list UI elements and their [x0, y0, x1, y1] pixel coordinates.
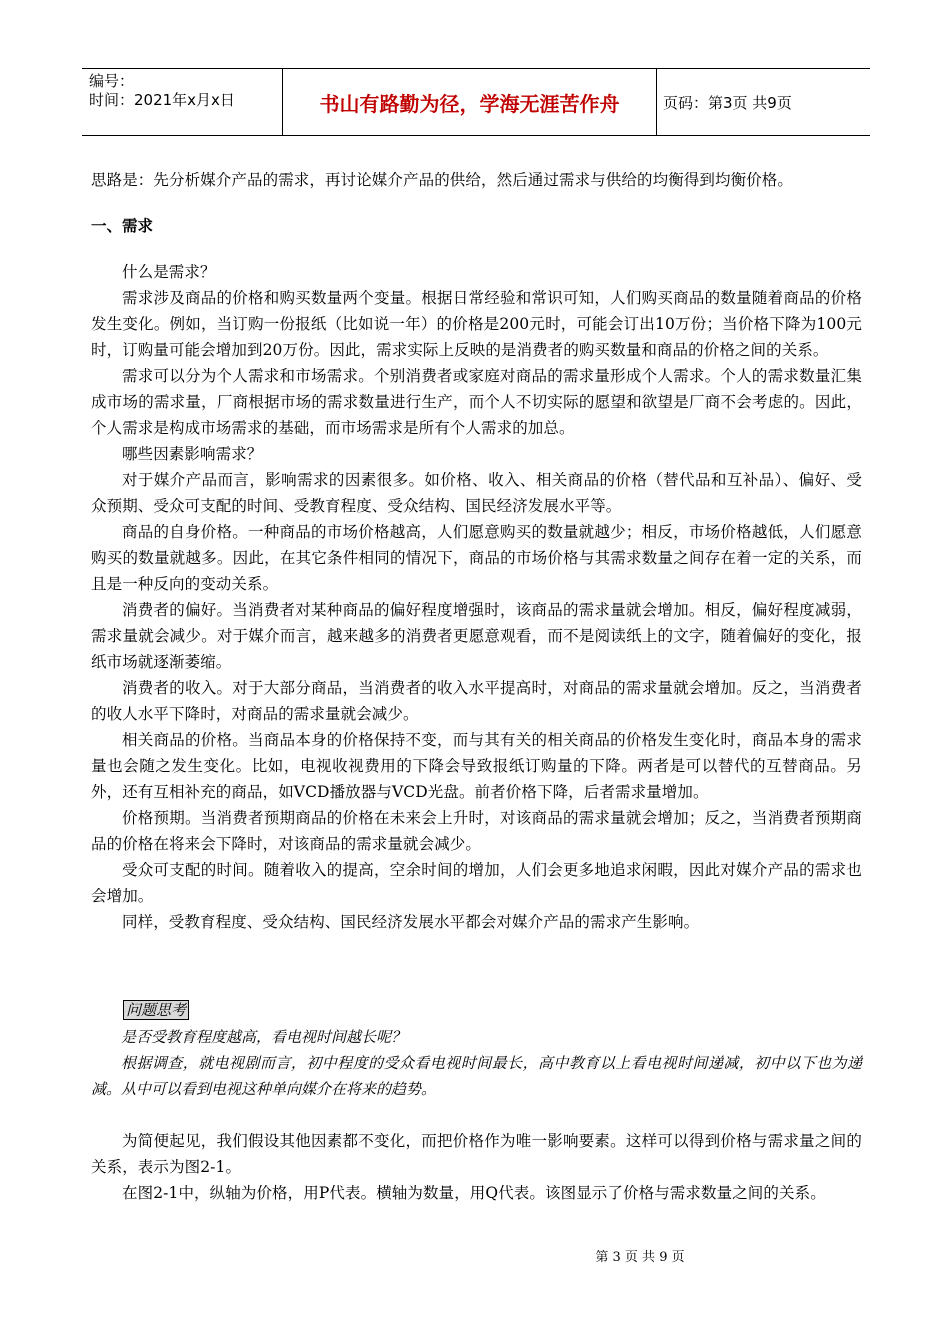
page-footer: 第 3 页 共 9 页 — [595, 1250, 685, 1265]
intro-block — [91, 167, 862, 193]
body-paragraph: 需求可以分为个人需求和市场需求。个别消费者或家庭对商品的需求量形成个人需求。个人的需求数量汇集成市场的需求量，厂商根据市场的需求数量进行生产，而个人不切实际的愿望和欲望是厂商不会考虑的。因此，个人需求是构成市场需求的基础，而市场需求是所有个人需求的加总。 — [91, 367, 862, 437]
body-paragraph: 相关商品的价格。当商品本身的价格保持不变，而与其有关的相关商品的价格发生变化时，商品本身的需求量也会随之发生变化。比如，电视收视费用的下降会导致报纸订购量的下降。两者是可以替代的互替商品。另外，还有互相补充的商品，如VCD播放器与VCD光盘。前者价格下降，后者需求量增加。 — [91, 731, 862, 801]
header-meta — [82, 69, 283, 135]
tail-body — [91, 1128, 862, 1206]
body-paragraph: 消费者的偏好。当消费者对某种商品的偏好程度增强时，该商品的需求量就会增加。相反，偏好程度减弱，需求量就会减少。对于媒介而言，越来越多的消费者更愿意观看，而不是阅读纸上的文字，随着偏好的变化，报纸市场就逐渐萎缩。 — [91, 601, 862, 671]
body-paragraph: 消费者的收入。对于大部分商品，当消费者的收入水平提高时，对商品的需求量就会增加。反之，当消费者的收人水平下降时，对商品的需求量就会减少。 — [91, 679, 862, 723]
body-paragraph: 受众可支配的时间。随着收入的提高，空余时间的增加，人们会更多地追求闲暇，因此对媒介产品的需求也会增加。 — [91, 861, 862, 905]
header-motto: 书山有路勤为径，学海无涯苦作舟 — [283, 69, 657, 135]
think-label: 问题思考 — [123, 1000, 189, 1020]
header-time: 时间：2021年x月x日 — [89, 91, 235, 109]
header-number: 编号： — [89, 72, 135, 90]
header-page-number: 页码：第3页 共9页 — [663, 93, 792, 112]
think-question: 是否受教育程度越高，看电视时间越长呢？ — [121, 1028, 407, 1046]
section-heading-block — [91, 214, 862, 236]
body-paragraph: 商品的自身价格。一种商品的市场价格越高，人们愿意购买的数量就越少；相反，市场价格越低，人们愿意购买的数量就越多。因此，在其它条件相同的情况下，商品的市场价格与其需求数量之间存在着一定的关系，而且是一种反向的变动关系。 — [91, 523, 862, 593]
main-body — [91, 259, 862, 935]
think-answer: 根据调查，就电视剧而言，初中程度的受众看电视时间最长，高中教育以上看电视时间递减，初中以下也为递减。从中可以看到电视这种单向媒介在将来的趋势。 — [91, 1054, 862, 1098]
page-header — [82, 68, 870, 136]
section-title: 一、需求 — [91, 217, 154, 235]
body-paragraph: 为简便起见，我们假设其他因素都不变化，而把价格作为唯一影响要素。这样可以得到价格与需求量之间的关系，表示为图2-1。 — [91, 1132, 862, 1176]
body-paragraph: 哪些因素影响需求？ — [122, 445, 263, 463]
body-paragraph: 需求涉及商品的价格和购买数量两个变量。根据日常经验和常识可知，人们购买商品的数量随着商品的价格发生变化。例如，当订购一份报纸（比如说一年）的价格是200元时，可能会订出10万份；当价格下降为100元时，订购量可能会增加到20万份。因此，需求实际上反映的是消费者的购买数量和商品的价格之间的关系。 — [91, 289, 862, 359]
body-paragraph: 对于媒介产品而言，影响需求的因素很多。如价格、收入、相关商品的价格（替代品和互补品）、偏好、受众预期、受众可支配的时间、受教育程度、受众结构、国民经济发展水平等。 — [91, 471, 862, 515]
intro-paragraph: 思路是：先分析媒介产品的需求，再讨论媒介产品的供给，然后通过需求与供给的均衡得到均衡价格。 — [91, 171, 794, 189]
body-paragraph: 在图2-1中，纵轴为价格，用P代表。横轴为数量，用Q代表。该图显示了价格与需求数量之间的关系。 — [122, 1184, 826, 1202]
body-paragraph: 同样，受教育程度、受众结构、国民经济发展水平都会对媒介产品的需求产生影响。 — [122, 913, 700, 931]
body-paragraph: 价格预期。当消费者预期商品的价格在未来会上升时，对该商品的需求量就会增加；反之，当消费者预期商品的价格在将来会下降时，对该商品的需求量就会减少。 — [91, 809, 862, 853]
think-block — [91, 1000, 862, 1102]
body-paragraph: 什么是需求？ — [122, 263, 216, 281]
